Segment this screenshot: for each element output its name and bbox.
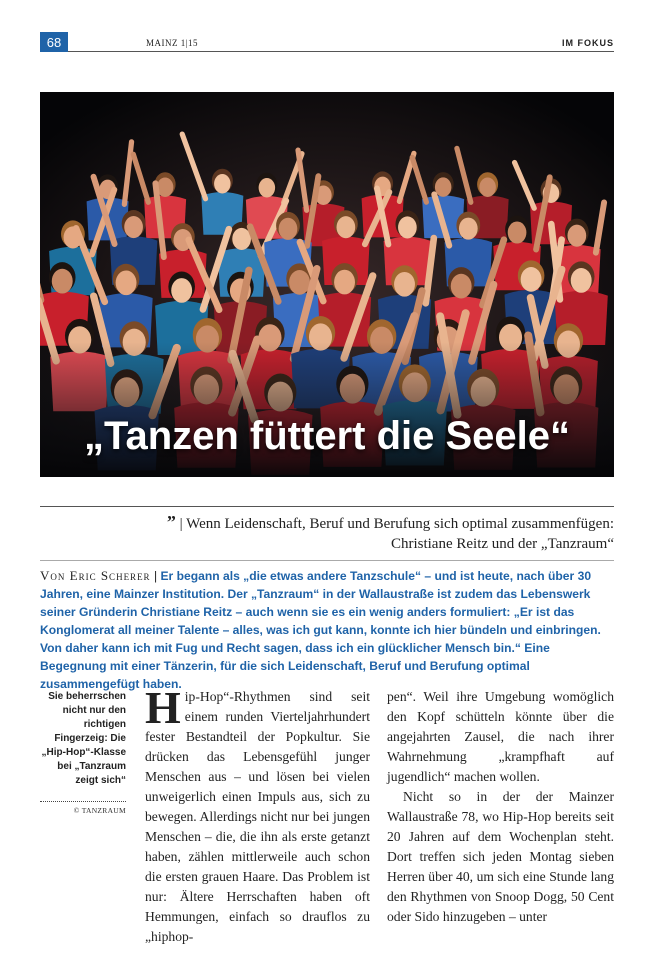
dancer-face: [334, 270, 355, 295]
author-byline: Von Eric Scherer: [40, 568, 151, 583]
drop-cap: H: [145, 682, 181, 733]
subtitle-line-2: Christiane Reitz und der „Tanzraum“: [390, 536, 614, 552]
body-paragraph: Nicht so in der der Mainzer Wallaustraße 78, wo Hip-Hop bereits seit 20 Jahren auf dem Wochenplan steht. Dort treffen sich jeden Montag sieben Herren über 40, um sich eine Stunde lang den Rhythmen von Snoop Dogg, 50 Cent oder Sido hinzugeben – unter: [387, 789, 614, 924]
photo-caption: Sie beherrschen nicht nur den richtigen Fingerzeig: Die „Hip-Hop“-Klasse bei „Tanzraum zeigt sich“: [41, 691, 126, 786]
dancer-face: [451, 274, 472, 299]
photo-credit: © TANZRAUM: [73, 806, 126, 815]
dancer-face: [459, 218, 478, 240]
dancer-face: [394, 272, 415, 297]
dancer-face: [214, 174, 231, 194]
byline-separator: |: [153, 569, 158, 583]
subtitle-rule-bottom: [40, 560, 614, 561]
body-column-1-text: ip-Hop“-Rhythmen sind seit einem runden Vierteljahrhundert fester Bestandteil der Popkultur. Sie drücken das Lebensgefühl junger Menschen aus – und lösen bei vielen unweigerlich einen Impuls aus, sich zu bewegen. Allerdings nicht nur bei jungen Menschen – die, die ihn als erste getanzt haben, zählen mittlerweile auch schon die ersten grauen Haare. Das Problem ist nur: Ältere Herrschaften haben oft Hemmungen, einfach so drauflos zu „hiphop-: [145, 689, 370, 944]
subtitle-rule-top: [40, 506, 614, 507]
dancer-face: [259, 178, 276, 198]
body-column-1: [145, 682, 370, 947]
magazine-issue: MAINZ 1|15: [146, 38, 199, 48]
dancer-face: [435, 177, 452, 197]
body-column-2: [387, 687, 614, 927]
dancer-face: [52, 269, 73, 294]
dancer-face: [571, 268, 592, 293]
section-label: IM FOKUS: [562, 38, 614, 48]
dancer-face: [279, 218, 298, 240]
dancer-face: [508, 221, 527, 243]
subtitle-line-1: | Wenn Leidenschaft, Beruf und Berufung sich optimal zusammenfügen:: [179, 516, 614, 532]
subtitle: [90, 512, 614, 554]
dancer-face: [171, 278, 192, 303]
page-number: 68: [40, 32, 68, 52]
caption-divider: [40, 801, 126, 802]
dancer-face: [116, 270, 137, 295]
dancer-face: [337, 216, 356, 238]
dancer-face: [521, 267, 542, 292]
body-paragraph: pen“. Weil ihre Umgebung womöglich den Kopf schütteln könnte über die angejahrten Zausel, die nach ihrer Wahrnehmung „krampfhaft auf jugendlich“ machen wollen.: [387, 689, 614, 784]
article-title: „Tanzen füttert die Seele“: [83, 414, 570, 458]
header-rule: [68, 51, 614, 52]
lead-text: Er begann als „die etwas andere Tanzschule“ – und ist heute, nach über 30 Jahren, eine Mainzer Institution. Der „Tanzraum“ in der Wallaustraße ist zudem das Lebenswerk seiner Gründerin Christiane Reitz – auch wenn sie es ein wenig anders formuliert: „Er ist das Konglomerat all meiner Talente – alles, was ich gut kann, konnte ich hier bündeln und einbringen. Von daher kann ich mit Fug und Recht sagen, dass ich ein glücklicher Mensch bin.“ Eine Begegnung mit einer Tänzerin, für die sich Leidenschaft, Beruf und Berufung optimal zusammengefügt haben.: [40, 569, 601, 691]
dance-group-photo: [40, 92, 614, 477]
dancer-face: [124, 216, 143, 238]
dancer-face: [567, 225, 586, 247]
lead-paragraph: [40, 567, 614, 693]
dancer-face: [232, 228, 251, 250]
quote-mark-icon: ”: [166, 512, 176, 532]
dancer-face: [479, 178, 496, 198]
dancer-face: [398, 216, 417, 238]
dancer-face: [289, 270, 310, 295]
